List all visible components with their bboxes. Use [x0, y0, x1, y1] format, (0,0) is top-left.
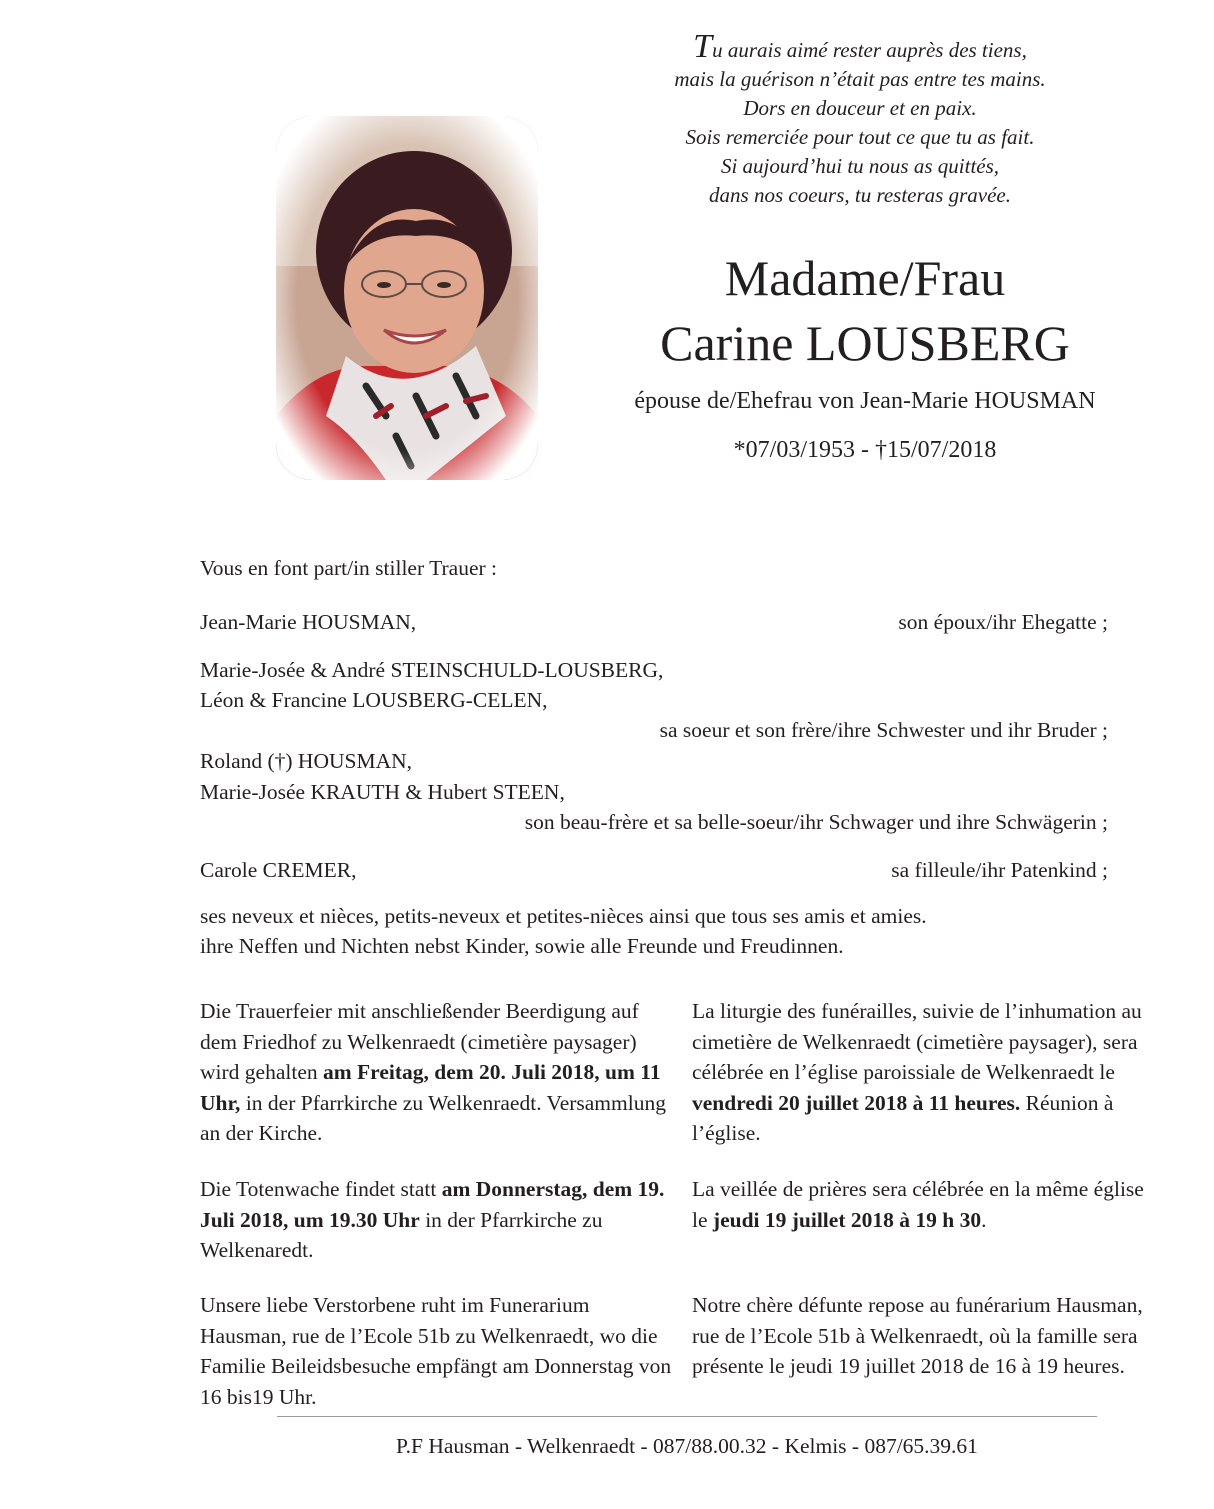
german-ceremony-c: in der Pfarrkirche zu Welkenraedt. Versammlung an der Kirche.	[200, 1090, 666, 1145]
mourner-godchild-relation: sa filleule/ihr Patenkind ;	[891, 858, 1108, 882]
poem-line-3: Dors en douceur et en paix.	[743, 96, 977, 120]
poem-line-2: mais la guérison n’était pas entre tes mains.	[674, 67, 1046, 91]
french-wake-c: .	[981, 1207, 987, 1232]
announcement-intro: Vous en font part/in stiller Trauer :	[200, 556, 498, 580]
mourner-inlaw-1: Roland (†) HOUSMAN,	[200, 749, 413, 773]
poem-line-5: Si aujourd’hui tu nous as quittés,	[720, 154, 1000, 178]
funeral-info-french	[692, 996, 1162, 1382]
poem-line-1-text: u aurais aimé rester auprès des tiens,	[712, 38, 1027, 62]
french-ceremony-a: La liturgie des funérailles, suivie de l’inhumation au cimetière de Welkenraedt (cimetière paysager), sera célébrée en l’église paroissiale de Welkenraedt le	[692, 999, 1142, 1084]
french-visitation: Notre chère défunte repose au funérarium Hausman, rue de l’Ecole 51b à Welkenraedt, où la famille sera présente le jeudi 19 juillet 2018 de 16 à 19 heures.	[692, 1293, 1143, 1378]
funeral-info-german	[200, 996, 680, 1412]
portrait-illustration	[276, 116, 538, 480]
poem-line-6: dans nos coeurs, tu resteras gravée.	[709, 183, 1011, 207]
portrait-photo	[276, 116, 538, 480]
mourner-siblings-relation: sa soeur et son frère/ihre Schwester und ihr Bruder ;	[659, 718, 1108, 742]
poem-dropcap: T	[693, 28, 713, 65]
relatives-german: ihre Neffen und Nichten nebst Kinder, sowie alle Freunde und Freudinnen.	[200, 934, 844, 958]
german-visitation: Unsere liebe Verstorbene ruht im Funerarium Hausman, rue de l’Ecole 51b zu Welkenraedt, wo die Familie Beileidsbesuche empfängt am Donnerstag von 16 bis19 Uhr.	[200, 1293, 672, 1409]
footer-divider	[277, 1416, 1097, 1417]
french-wake	[692, 1174, 1162, 1266]
mourner-sibling-2: Léon & Francine LOUSBERG-CELEN,	[200, 688, 548, 712]
relatives-french: ses neveux et nièces, petits-neveux et petites-nièces ainsi que tous ses amis et amies.	[200, 904, 927, 928]
spouse-line: épouse de/Ehefrau von Jean-Marie HOUSMAN	[634, 388, 1096, 414]
footer-contact: P.F Hausman - Welkenraedt - 087/88.00.32 - Kelmis - 087/65.39.61	[396, 1434, 978, 1458]
poem	[600, 28, 1120, 210]
poem-line-1	[600, 28, 1120, 65]
german-ceremony	[200, 996, 680, 1149]
french-ceremony-date: vendredi 20 juillet 2018 à 11 heures.	[692, 1090, 1021, 1115]
german-wake-a: Die Totenwache findet statt	[200, 1177, 442, 1201]
mourner-husband-relation: son époux/ihr Ehegatte ;	[898, 610, 1108, 634]
french-wake-date: jeudi 19 juillet 2018 à 19 h 30	[712, 1207, 982, 1232]
french-ceremony	[692, 996, 1162, 1149]
mourner-godchild: Carole CREMER,	[200, 858, 357, 882]
deceased-name: Carine LOUSBERG	[660, 315, 1070, 371]
poem-line-4: Sois remerciée pour tout ce que tu as fait.	[685, 125, 1035, 149]
german-wake	[200, 1174, 680, 1266]
mourner-inlaws-relation: son beau-frère et sa belle-soeur/ihr Schwager und ihre Schwägerin ;	[524, 810, 1108, 834]
life-dates: *07/03/1953 - †15/07/2018	[733, 437, 997, 463]
french-ceremony-c: Réunion à l’église.	[692, 1090, 1114, 1145]
german-ceremony-a: Die Trauerfeier mit anschließender Beerdigung auf dem Friedhof zu Welkenraedt (cimetière paysager) wird gehalten	[200, 999, 639, 1084]
mourner-inlaw-2: Marie-Josée KRAUTH & Hubert STEEN,	[200, 780, 565, 804]
mourner-sibling-1: Marie-Josée & André STEINSCHULD-LOUSBERG,	[200, 658, 664, 682]
german-wake-date: am Donnerstag, dem 19. Juli 2018, um 19.30 Uhr	[200, 1177, 665, 1232]
german-wake-c: in der Pfarrkirche zu Welkenaredt.	[200, 1207, 603, 1262]
salutation: Madame/Frau	[724, 250, 1006, 306]
french-wake-a: La veillée de prières sera célébrée en la même église le	[692, 1177, 1144, 1232]
mourner-husband: Jean-Marie HOUSMAN,	[200, 610, 417, 634]
german-ceremony-date: am Freitag, dem 20. Juli 2018, um 11 Uhr,	[200, 1060, 661, 1115]
